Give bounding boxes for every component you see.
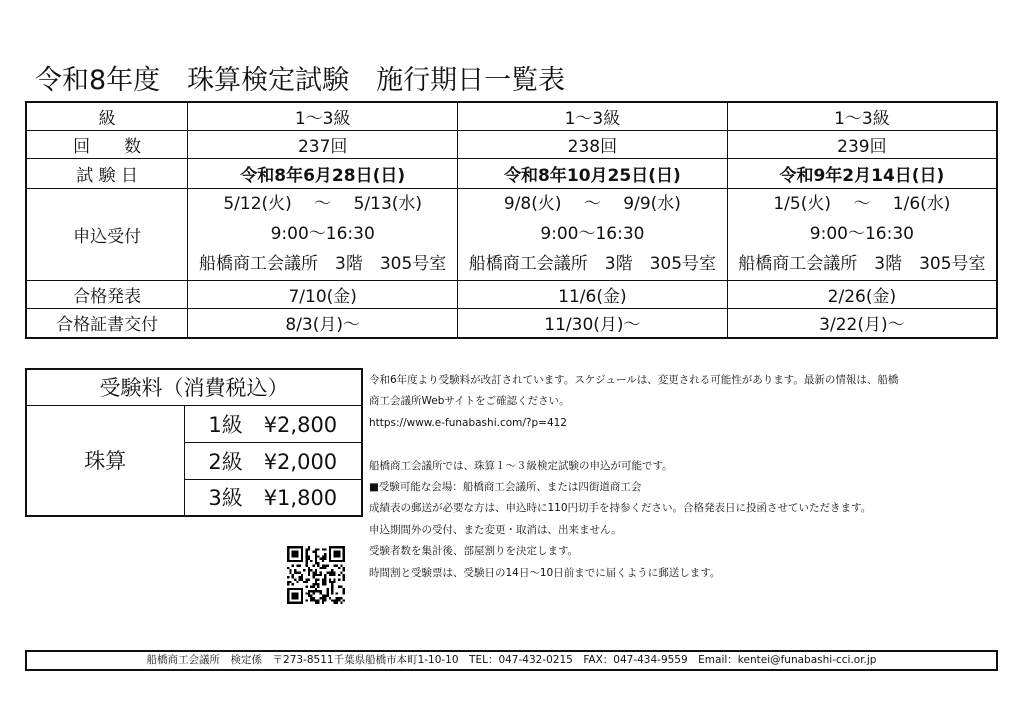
notes bbox=[369, 370, 994, 584]
cell: 238回 bbox=[458, 130, 728, 158]
table-row bbox=[26, 102, 997, 130]
note-line: ■受験可能な会場：船橋商工会議所、または四街道商工会 bbox=[369, 481, 642, 494]
cell: 239回 bbox=[727, 130, 997, 158]
exam-date: 令和8年10月25日(日) bbox=[458, 158, 728, 188]
cell: 2/26(金) bbox=[727, 280, 997, 308]
fee-header: 受験料（消費税込） bbox=[26, 369, 362, 405]
application-period: 9/8(火) ～ 9/9(水) bbox=[503, 194, 681, 214]
cell: 1～3級 bbox=[188, 102, 458, 130]
row-label: 試 験 日 bbox=[26, 158, 188, 188]
application-cell bbox=[727, 188, 997, 280]
fee-item: 3級 ¥1,800 bbox=[184, 479, 362, 516]
schedule-table bbox=[25, 101, 998, 339]
application-period: 1/5(火) ～ 1/6(水) bbox=[773, 194, 951, 214]
cell: 1～3級 bbox=[727, 102, 997, 130]
note-line bbox=[369, 434, 994, 455]
table-row bbox=[26, 130, 997, 158]
page-title: 令和8年度 珠算検定試験 施行期日一覧表 bbox=[35, 65, 566, 96]
table-row bbox=[26, 158, 997, 188]
note-url[interactable]: https://www.e-funabashi.com/?p=412 bbox=[369, 416, 567, 429]
cell: 11/6(金) bbox=[458, 280, 728, 308]
application-time: 9:00～16:30 bbox=[270, 224, 375, 244]
footer-contact: 船橋商工会議所 検定係 〒273-8511千葉県船橋市本町1-10-10 TEL：047-432-0215 FAX：047-434-9559 Email：kentei@funabashi-cci.or.jp bbox=[25, 650, 998, 671]
row-label: 合格証書交付 bbox=[26, 308, 188, 338]
application-place: 船橋商工会議所 3階 305号室 bbox=[199, 254, 447, 274]
qr-code-icon bbox=[287, 545, 345, 605]
cell: 11/30(月)～ bbox=[458, 308, 728, 338]
note-line: 船橋商工会議所では、珠算１～３級検定試験の申込が可能です。 bbox=[369, 459, 673, 472]
note-line: 申込期間外の受付、また変更・取消は、出来ません。 bbox=[369, 523, 622, 536]
application-place: 船橋商工会議所 3階 305号室 bbox=[468, 254, 717, 274]
table-row bbox=[26, 308, 997, 338]
cell: 7/10(金) bbox=[188, 280, 458, 308]
row-label: 級 bbox=[26, 102, 188, 130]
fee-item: 2級 ¥2,000 bbox=[184, 442, 362, 479]
cell: 3/22(月)～ bbox=[727, 308, 997, 338]
exam-date: 令和8年6月28日(日) bbox=[188, 158, 458, 188]
application-cell bbox=[458, 188, 728, 280]
note-line: 受験者数を集計後、部屋割りを決定します。 bbox=[369, 545, 579, 558]
application-time: 9:00～16:30 bbox=[809, 224, 914, 244]
cell: 237回 bbox=[188, 130, 458, 158]
row-label: 申込受付 bbox=[26, 188, 188, 280]
application-cell bbox=[188, 188, 458, 280]
application-place: 船橋商工会議所 3階 305号室 bbox=[738, 254, 986, 274]
cell: 8/3(月)～ bbox=[188, 308, 458, 338]
table-row bbox=[26, 280, 997, 308]
note-line: 成績表の郵送が必要な方は、申込時に110円切手を持参ください。合格発表日に投函させていただきます。 bbox=[369, 502, 872, 515]
fee-table bbox=[25, 368, 363, 517]
application-period: 5/12(火) ～ 5/13(水) bbox=[223, 194, 423, 214]
table-row bbox=[26, 188, 997, 280]
cell: 1～3級 bbox=[458, 102, 728, 130]
note-line: 令和6年度より受験料が改訂されています。スケジュールは、変更される可能性があります。最新の情報は、船橋 bbox=[369, 374, 899, 386]
row-label: 合格発表 bbox=[26, 280, 188, 308]
row-label: 回 数 bbox=[26, 130, 188, 158]
note-line: 商工会議所Webサイトをご確認ください。 bbox=[369, 395, 570, 408]
note-line: 時間割と受験票は、受験日の14日～10日前までに届くように郵送します。 bbox=[369, 566, 721, 579]
application-time: 9:00～16:30 bbox=[540, 224, 645, 244]
exam-date: 令和9年2月14日(日) bbox=[727, 158, 997, 188]
fee-subject: 珠算 bbox=[26, 405, 184, 516]
fee-item: 1級 ¥2,800 bbox=[184, 405, 362, 442]
